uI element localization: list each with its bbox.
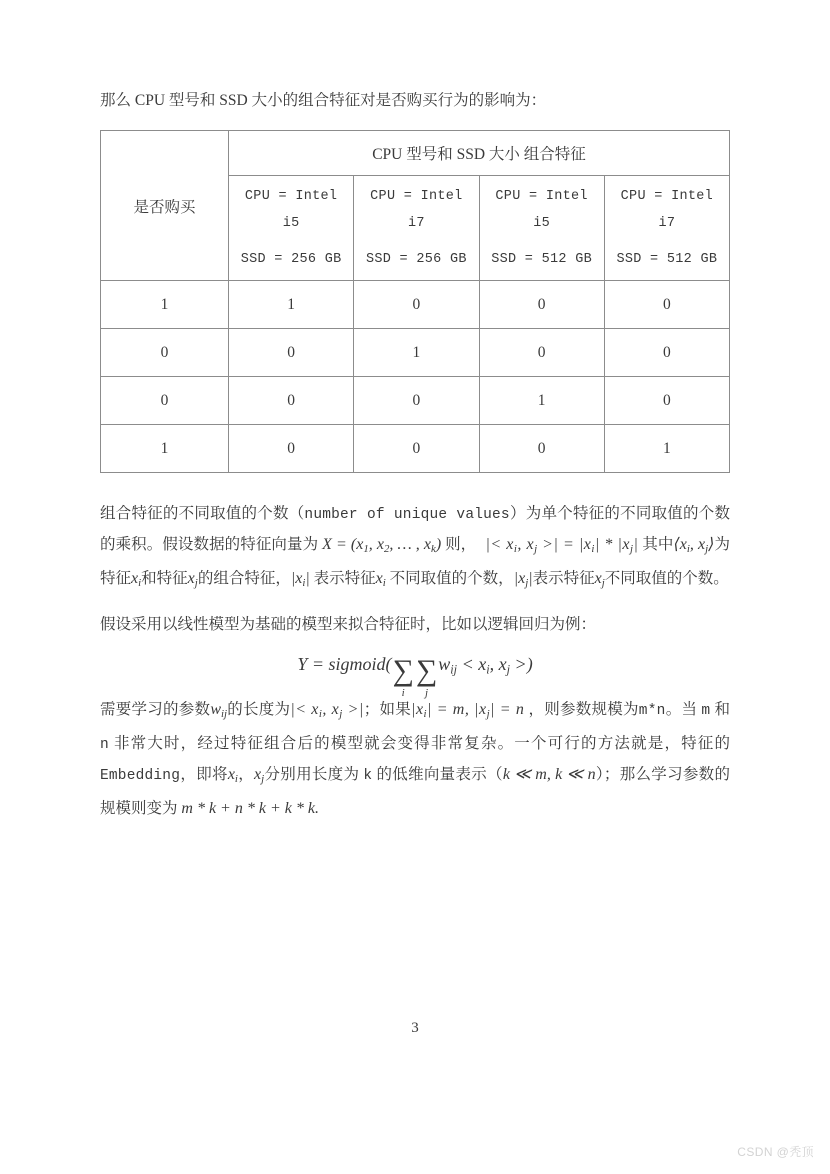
formula-sum-i-glyph: ∑: [392, 653, 414, 687]
p1-xj2-base: x: [594, 570, 602, 588]
p1-xj-base: x: [187, 570, 195, 588]
column-header-4: [604, 176, 729, 281]
p1-m2-i2: i: [591, 543, 595, 556]
column-header-4-model: i7: [658, 216, 676, 231]
combined-feature-table: [100, 130, 730, 473]
p1-m2-j2: j: [629, 543, 634, 556]
p1-text-a: 组合特征的不同取值的个数（: [100, 505, 305, 522]
p3-mono-mn: m*n: [638, 702, 666, 719]
formula-sum-i: [392, 653, 414, 699]
p1-absxj-sub: j: [525, 577, 529, 590]
p1-xj: [187, 570, 198, 590]
row-3-col-1: 0: [229, 377, 354, 425]
p1-m2-open: |< x: [485, 536, 514, 553]
p3-m2-open: |x: [411, 700, 424, 718]
p3-text-a: 需要学习的参数: [100, 700, 211, 718]
row-2-col-3: 0: [479, 329, 604, 377]
p3-text-d: ，则参数规模为: [524, 700, 639, 718]
formula-w: w: [438, 654, 451, 675]
header-group-title: CPU 型号和 SSD 大小 组合特征: [229, 131, 730, 176]
column-header-3-cpu: CPU = Intel: [495, 189, 588, 204]
p1-absxj-end: |: [528, 570, 533, 588]
column-header-2-cpu: CPU = Intel: [370, 189, 463, 204]
formula-inner-j: j: [506, 662, 511, 677]
row-3-label: 0: [101, 377, 229, 425]
p1-math-inner-product: [476, 536, 639, 556]
p3-text-l: 的低维向量表示（: [372, 765, 503, 783]
page-number: 3: [411, 1020, 419, 1036]
row-3-col-2: 0: [354, 377, 479, 425]
p1-text-h: 表示特征: [309, 570, 376, 588]
p1-xj-2: [594, 570, 605, 590]
p1-math-vector-x1: X = (x: [322, 536, 364, 553]
intro-paragraph: 那么 CPU 型号和 SSD 大小的组合特征对是否购买行为的影响为：: [100, 92, 547, 109]
paragraph-linear-model-block: [100, 610, 730, 640]
formula-sum-i-index: i: [401, 686, 405, 699]
p3-mono-m: m: [701, 702, 711, 719]
p1-m2-close: >| = |x: [537, 536, 592, 553]
p1-text-g: 的组合特征，: [197, 570, 291, 588]
logistic-regression-formula: [100, 653, 730, 699]
p1-abs-xi: [290, 570, 310, 590]
p3-m2-j: j: [486, 707, 491, 720]
column-header-4-cpu: CPU = Intel: [620, 189, 714, 204]
p3-m2-end: | = n: [490, 700, 525, 718]
p1-m3-e: ⟩: [708, 536, 715, 553]
column-header-1-cpu: CPU = Intel: [244, 189, 338, 204]
table-row: [101, 329, 730, 377]
p3-xi-sub: i: [234, 772, 238, 785]
paragraph-parameter-scale: [100, 695, 730, 824]
p3-text-c: ；如果: [363, 700, 412, 718]
p1-math-mid-2: , … , x: [389, 536, 431, 553]
table-row: [101, 281, 730, 329]
formula-sum-j-glyph: ∑: [415, 653, 438, 687]
p1-m2-mul: | * |x: [594, 536, 630, 553]
column-header-2: [354, 176, 479, 281]
p1-text-c: 则，: [441, 536, 477, 553]
p1-xi-2: [375, 570, 386, 590]
p1-text-i: 不同取值的个数，: [385, 570, 514, 588]
column-header-2-model: i7: [407, 216, 425, 231]
row-4-col-3: 0: [479, 425, 604, 473]
p1-absxi-base: |x: [290, 570, 303, 588]
row-1-col-2: 0: [354, 281, 479, 329]
row-2-col-4: 0: [604, 329, 729, 377]
row-1-label: 1: [101, 281, 229, 329]
p1-xi2-base: x: [375, 570, 383, 588]
formula-sum-j-index: j: [425, 686, 429, 699]
p1-absxj-base: |x: [513, 570, 526, 588]
column-header-1: [229, 176, 354, 281]
p3-xi: [228, 766, 238, 783]
p3-text-m2: ）；那么学习参数的规模则变为: [100, 765, 730, 817]
p3-text-g: 非常大时，经过特征组合后的模型就会变得非常复杂。一个可行的方法就是，特征的: [108, 734, 730, 752]
paragraph-unique-values-block: [100, 499, 730, 598]
p3-m1-i: i: [318, 707, 323, 720]
p1-text-f: 和特征: [141, 570, 188, 588]
p3-mono-embedding: Embedding: [100, 767, 181, 784]
p3-math-length: [290, 701, 363, 718]
formula-inner-open: < x: [457, 654, 487, 675]
p1-text-k: 不同取值的个数。: [604, 570, 729, 588]
p1-m2-end: |: [633, 536, 639, 553]
p3-xj-base: x: [254, 765, 262, 783]
column-header-2-ssd: SSD = 256 GB: [365, 252, 467, 267]
p3-mono-k: k: [363, 767, 373, 784]
p1-xj-sub: j: [194, 577, 198, 590]
row-4-col-1: 0: [229, 425, 354, 473]
p3-xi-base: x: [227, 765, 235, 783]
column-header-1-ssd: SSD = 256 GB: [240, 252, 342, 267]
p1-xi-sub: i: [138, 577, 142, 590]
p3-m1-open: |< x: [290, 700, 319, 718]
p1-xi-base: x: [131, 570, 139, 588]
p3-w-base: w: [210, 700, 221, 718]
p1-m2-i: i: [513, 543, 518, 556]
row-2-col-2: 1: [354, 329, 479, 377]
p1-m3-j: j: [705, 543, 709, 556]
column-header-4-ssd: SSD = 512 GB: [616, 252, 718, 267]
p1-text-j: 表示特征: [532, 570, 595, 588]
p1-m3-i: i: [686, 543, 690, 556]
column-header-3: [479, 176, 604, 281]
p3-math-final-scale: m * k + n * k + k * k.: [181, 799, 319, 817]
column-header-3-model: i5: [533, 216, 551, 231]
p1-math-sub-k: k: [430, 543, 436, 556]
p1-xj2-sub: j: [601, 577, 605, 590]
row-1-col-1: 1: [229, 281, 354, 329]
p1-text-b: ）为单个特征的不同取值的个数的乘积。假设数据的特征向量为: [100, 505, 730, 553]
paragraph-parameter-scale-block: [100, 695, 730, 824]
table-header-row-group: [101, 131, 730, 176]
p1-math-mid-1: , x: [368, 536, 384, 553]
row-2-col-1: 0: [229, 329, 354, 377]
p1-math-sub-1: 1: [363, 543, 369, 556]
formula-sum-j: [415, 653, 438, 699]
p3-m1-j: j: [339, 707, 343, 720]
p3-w: [210, 701, 227, 718]
table-row: [101, 425, 730, 473]
header-row-label: 是否购买: [101, 131, 229, 281]
formula-inner-comma: , x: [489, 654, 507, 675]
p3-m2-mid: | = m, |x: [427, 700, 487, 718]
p3-text-i: ，: [237, 765, 255, 783]
row-1-col-3: 0: [479, 281, 604, 329]
p1-abs-xj: [513, 570, 533, 590]
formula-inner-i: i: [486, 662, 490, 677]
formula-lhs: Y = sigmoid(: [297, 654, 392, 675]
row-2-label: 0: [101, 329, 229, 377]
p1-math-end: ): [435, 536, 442, 553]
p1-xi2-sub: i: [382, 577, 386, 590]
p3-w-sub: ij: [220, 707, 228, 720]
p3-xj: [254, 766, 264, 783]
row-3-col-3: 1: [479, 377, 604, 425]
p3-text-f: 和: [710, 700, 730, 718]
p1-mono-term: number of unique values: [304, 507, 510, 523]
p1-absxi-sub: i: [302, 577, 306, 590]
p3-text-b: 的长度为: [227, 700, 291, 718]
row-4-label: 1: [101, 425, 229, 473]
p3-text-j: 分别用长度为: [264, 765, 364, 783]
table-row: [101, 377, 730, 425]
p1-m3-c: , x: [689, 536, 706, 553]
p3-mono-n: n: [100, 736, 109, 753]
page-content: [100, 86, 730, 824]
p1-math-angle: [673, 536, 715, 556]
p3-math-k-ll: k ≪ m, k ≪ n: [502, 765, 596, 783]
formula-w-sub: ij: [450, 662, 458, 677]
p1-xi: [131, 570, 142, 590]
p3-text-h: ，即将: [180, 765, 228, 783]
column-header-3-ssd: SSD = 512 GB: [491, 252, 593, 267]
row-4-col-4: 1: [604, 425, 729, 473]
p3-m2-i: i: [423, 707, 428, 720]
column-header-1-model: i5: [282, 216, 300, 231]
csdn-watermark: CSDN @秃顶: [737, 1145, 814, 1159]
formula-rhs: >): [510, 654, 533, 675]
row-4-col-2: 0: [354, 425, 479, 473]
paragraph-linear-model: 假设采用以线性模型为基础的模型来拟合特征时，比如以逻辑回归为例：: [100, 616, 597, 634]
p1-text-d: 其中: [638, 536, 674, 553]
p1-m2-j: j: [534, 543, 538, 556]
p1-text-e: 为特征: [100, 536, 730, 588]
p1-math-sub-2: 2: [383, 543, 390, 556]
p3-math-mn: [411, 701, 524, 718]
row-3-col-4: 0: [604, 377, 729, 425]
paragraph-unique-values: [100, 499, 730, 598]
p3-m1-end: >|: [342, 700, 364, 718]
p3-xj-sub: j: [261, 772, 265, 785]
p3-text-e: 。当: [665, 700, 702, 718]
p1-m3-open: ⟨x: [673, 536, 687, 553]
p1-m2-comma: , x: [517, 536, 535, 553]
p1-absxi-end: |: [305, 570, 310, 588]
p1-math-vector: [322, 536, 442, 556]
row-1-col-4: 0: [604, 281, 729, 329]
p3-m1-c: , x: [322, 700, 340, 718]
